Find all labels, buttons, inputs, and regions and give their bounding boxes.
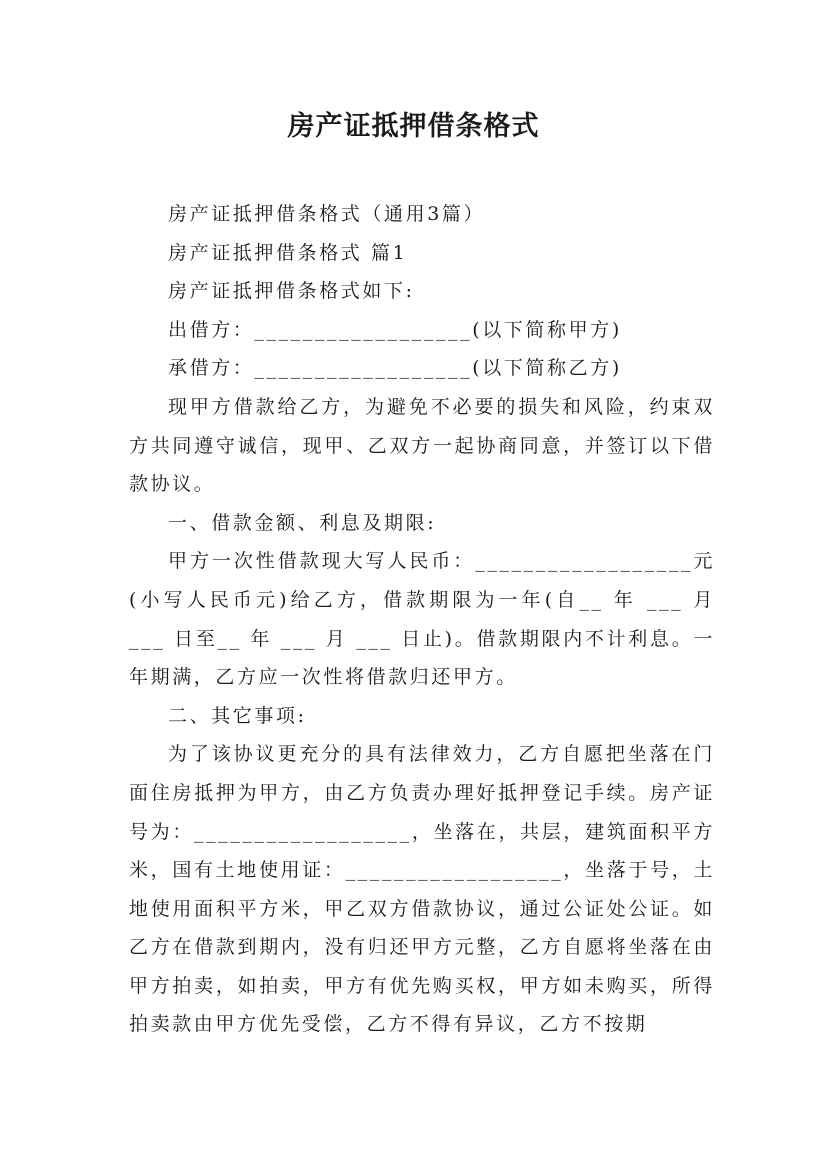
paragraph-subtitle: 房产证抵押借条格式（通用3篇） — [168, 203, 486, 225]
paragraph-loan-terms: 甲方一次性借款现大写人民币：__________________元(小写人民币元)给乙方，借款期限为一年(自__ 年 ___ 月 ___ 日至__ 年 ___ 月 ___ 日止)。借款期限内不计利息。一年期满，乙方应一次性将借款归还甲方。 — [129, 550, 715, 689]
paragraph-section-heading: 房产证抵押借条格式 篇1 — [168, 241, 408, 264]
paragraph-borrower: 承借方：__________________(以下简称乙方) — [168, 357, 622, 380]
document-title: 房产证抵押借条格式 — [287, 111, 540, 142]
document-body — [129, 195, 715, 1044]
paragraph-mortgage-terms: 为了该协议更充分的具有法律效力，乙方自愿把坐落在门面住房抵押为甲方，由乙方负责办理好抵押登记手续。房产证号为：__________________，坐落在，共层，建筑面积平方米，国有土地使用证：__________________，坐落于号，土地使用面积平方米，甲乙双方借款协议，通过公证处公证。如乙方在借款到期内，没有归还甲方元整，乙方自愿将坐落在由甲方拍卖，如拍卖，甲方有优先购买权，甲方如未购买，所得拍卖款由甲方优先受偿，乙方不得有异议，乙方不按期 — [129, 743, 715, 1036]
paragraph-preamble: 现甲方借款给乙方，为避免不必要的损失和风险，约束双方共同遵守诚信，现甲、乙双方一起协商同意，并签订以下借款协议。 — [129, 395, 715, 496]
paragraph-heading-2: 二、其它事项: — [168, 704, 307, 727]
paragraph-lender: 出借方：__________________(以下简称甲方) — [168, 318, 622, 341]
paragraph-intro: 房产证抵押借条格式如下: — [168, 280, 415, 303]
paragraph-heading-1: 一、借款金额、利息及期限: — [168, 511, 437, 534]
